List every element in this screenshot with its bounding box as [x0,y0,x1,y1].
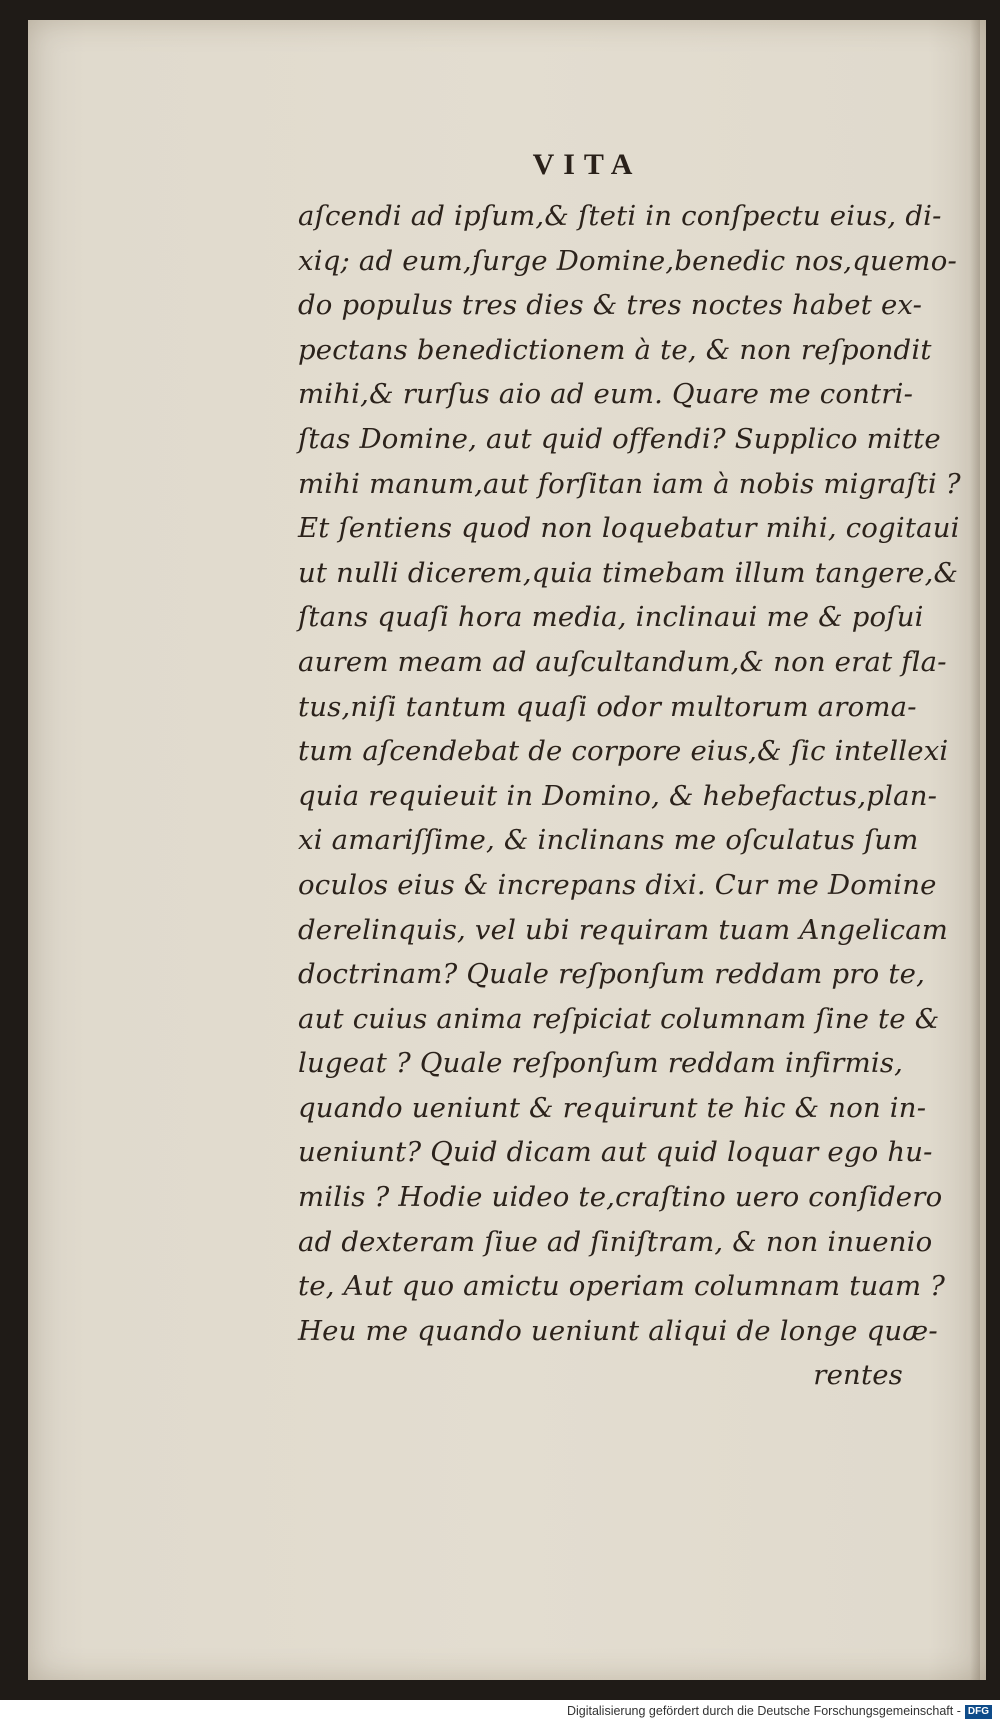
text-line: doctrinam? Quale reſponſum reddam pro te, [298,958,926,991]
text-line: Heu me quando ueniunt aliqui de longe quæ- [298,1314,938,1347]
text-line: quia requieuit in Domino, & hebefactus,plan- [298,779,938,812]
text-line: tus,niſi tantum quaſi odor multorum aroma- [298,690,917,723]
text-line: aurem meam ad auſcultandum,& non erat fla- [298,645,947,678]
text-line: pectans benedictionem à te, & non reſpondit [298,333,932,366]
digitization-credit [567,1701,992,1721]
text-line: aut cuius anima reſpiciat columnam ſine te & [298,1002,940,1035]
text-line: mihi,& rurſus aio ad eum. Quare me contri- [298,378,914,411]
text-line: do populus tres dies & tres noctes habet ex- [298,289,923,322]
text-line: ſtans quaſi hora media, inclinaui me & poſui [298,601,924,634]
text-line: derelinquis, vel ubi requiram tuam Angelicam [298,913,949,946]
text-line: te, Aut quo amictu operiam columnam tuam ? [298,1270,946,1303]
text-line: quando ueniunt & requirunt te hic & non in- [298,1091,927,1124]
text-line: ut nulli dicerem,quia timebam illum tangere,& [298,556,959,589]
text-line: oculos eius & increpans dixi. Cur me Domine [298,868,937,901]
text-line: Et ſentiens quod non loquebatur mihi, cogitaui [298,512,960,545]
text-line: lugeat ? Quale reſponſum reddam infirmis, [298,1047,904,1080]
text-line: aſcendi ad ipſum,& ſteti in conſpectu eius, di- [298,200,942,232]
text-line: tum aſcendebat de corpore eius,& ſic intellexi [298,735,949,768]
text-line: ſtas Domine, aut quid offendi? Supplico mitte [298,422,941,455]
dfg-logo: DFG [965,1705,992,1719]
credit-text: Digitalisierung gefördert durch die Deutsche Forschungsgemeinschaft - [566,1704,961,1718]
text-line: xi amariſſime, & inclinans me oſculatus ſum [298,824,919,857]
running-head: VITA [532,148,642,181]
book-page [28,20,986,1680]
text-line: mihi manum,aut forſitan iam à nobis migraſti ? [298,467,961,500]
catchword: rentes [813,1359,903,1392]
text-line: xiq; ad eum,ſurge Domine,benedic nos,quemo- [298,244,957,277]
text-line: ueniunt? Quid dicam aut quid loquar ego hu- [298,1136,933,1169]
text-block [298,194,998,1398]
text-line: ad dexteram ſiue ad ſiniſtram, & non inuenio [298,1225,933,1258]
text-line: milis ? Hodie uideo te,craſtino uero conſidero [298,1181,943,1214]
